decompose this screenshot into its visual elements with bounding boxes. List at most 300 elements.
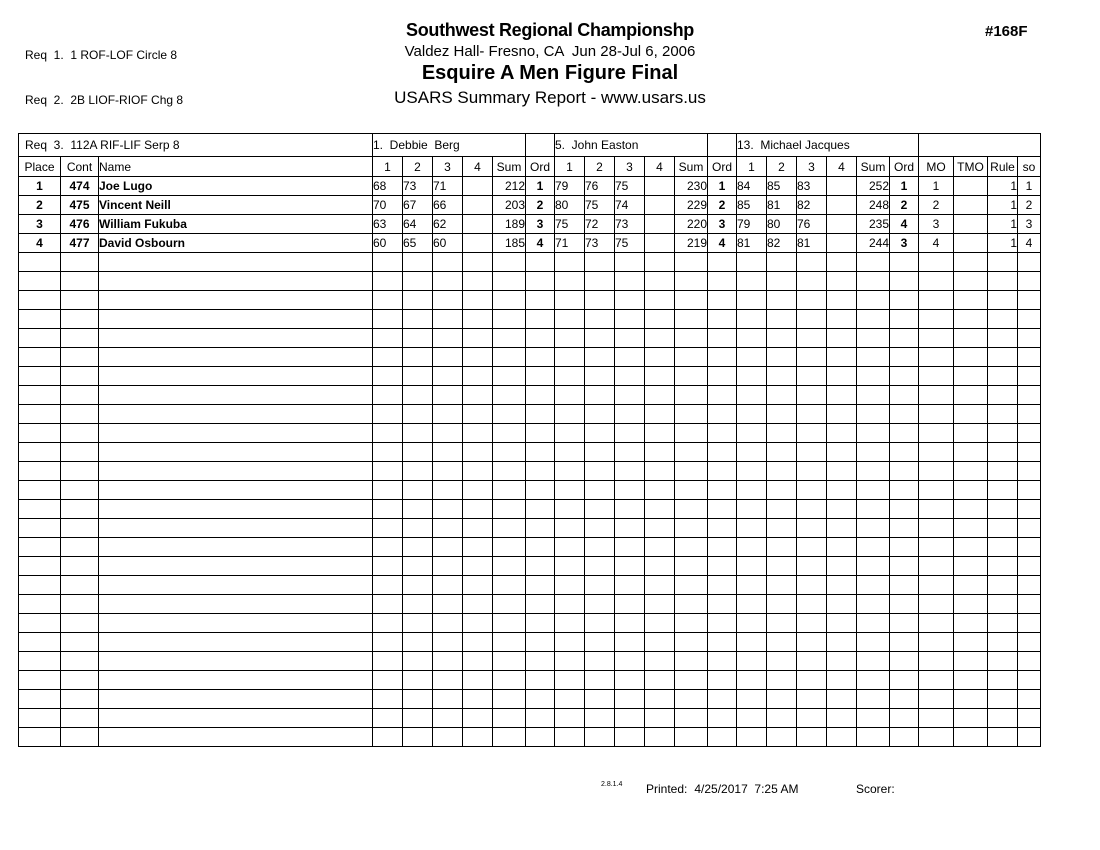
cont-cell — [61, 424, 99, 443]
mo-cell — [919, 576, 954, 595]
score-cell — [373, 443, 403, 462]
score-cell — [737, 671, 767, 690]
rule-cell — [988, 709, 1018, 728]
score-cell — [463, 253, 493, 272]
ord-cell — [890, 310, 919, 329]
mo-cell: 2 — [919, 196, 954, 215]
score-cell — [827, 405, 857, 424]
so-cell — [1018, 443, 1041, 462]
empty-row — [19, 386, 1041, 405]
score-cell — [585, 253, 615, 272]
ord-cell: 2 — [526, 196, 555, 215]
score-cell — [555, 405, 585, 424]
sum-cell — [675, 709, 708, 728]
score-cell — [463, 481, 493, 500]
sum-cell — [857, 291, 890, 310]
place-cell — [19, 709, 61, 728]
score-cell — [585, 557, 615, 576]
score-cell — [585, 481, 615, 500]
score-cell — [767, 652, 797, 671]
score-cell — [463, 709, 493, 728]
score-cell — [463, 671, 493, 690]
mo-cell: 3 — [919, 215, 954, 234]
score-cell — [463, 652, 493, 671]
name-cell: Vincent Neill — [99, 196, 373, 215]
cont-cell — [61, 253, 99, 272]
ord-cell — [708, 253, 737, 272]
score-cell — [585, 367, 615, 386]
score-cell — [463, 443, 493, 462]
tmo-cell — [954, 272, 988, 291]
name-cell — [99, 253, 373, 272]
score-cell: 81 — [737, 234, 767, 253]
score-cell — [585, 500, 615, 519]
score-cell — [645, 310, 675, 329]
score-cell — [555, 728, 585, 747]
score-cell — [403, 253, 433, 272]
score-cell — [433, 310, 463, 329]
score-cell — [645, 253, 675, 272]
score-cell — [463, 272, 493, 291]
place-cell — [19, 481, 61, 500]
sum-cell — [857, 671, 890, 690]
score-cell — [463, 576, 493, 595]
score-cell — [403, 500, 433, 519]
tmo-cell — [954, 519, 988, 538]
score-cell — [373, 386, 403, 405]
ord-cell — [890, 576, 919, 595]
place-cell — [19, 462, 61, 481]
mo-cell — [919, 690, 954, 709]
score-cell — [585, 272, 615, 291]
score-cell — [645, 424, 675, 443]
ord-cell — [526, 652, 555, 671]
sum-cell — [857, 519, 890, 538]
sum-cell — [493, 652, 526, 671]
score-cell — [433, 291, 463, 310]
rule-cell — [988, 329, 1018, 348]
score-cell — [645, 405, 675, 424]
score-cell — [555, 690, 585, 709]
col-header-rule: Rule — [988, 157, 1018, 177]
ord-cell — [526, 253, 555, 272]
score-cell — [433, 329, 463, 348]
score-cell — [403, 519, 433, 538]
score-cell — [827, 671, 857, 690]
score-cell — [585, 595, 615, 614]
ord-cell — [708, 405, 737, 424]
sum-cell — [675, 405, 708, 424]
empty-row — [19, 519, 1041, 538]
empty-row — [19, 652, 1041, 671]
sum-cell — [857, 538, 890, 557]
spacer-cell — [526, 134, 555, 157]
score-cell — [645, 633, 675, 652]
score-cell — [615, 709, 645, 728]
sum-cell — [857, 424, 890, 443]
score-cell — [827, 709, 857, 728]
tmo-cell — [954, 614, 988, 633]
score-cell — [585, 652, 615, 671]
place-cell — [19, 443, 61, 462]
col-header-score-2: 2 — [767, 157, 797, 177]
score-cell — [767, 291, 797, 310]
score-cell — [403, 367, 433, 386]
sum-cell — [493, 405, 526, 424]
sum-cell: 220 — [675, 215, 708, 234]
sum-cell — [493, 462, 526, 481]
name-cell — [99, 424, 373, 443]
cont-cell — [61, 481, 99, 500]
score-cell — [373, 595, 403, 614]
ord-cell — [526, 614, 555, 633]
score-cell — [797, 272, 827, 291]
score-cell — [737, 329, 767, 348]
score-cell — [373, 500, 403, 519]
score-cell — [797, 576, 827, 595]
judge-name-box: 13. Michael Jacques — [737, 134, 919, 157]
rule-cell — [988, 671, 1018, 690]
so-cell — [1018, 557, 1041, 576]
score-cell — [403, 462, 433, 481]
score-cell — [645, 443, 675, 462]
mo-cell — [919, 633, 954, 652]
requirement-line-3: Req 3. 112A RIF-LIF Serp 8 — [25, 138, 180, 152]
sum-cell — [675, 462, 708, 481]
tmo-cell — [954, 671, 988, 690]
score-cell: 83 — [797, 177, 827, 196]
rule-cell — [988, 652, 1018, 671]
cont-cell: 477 — [61, 234, 99, 253]
score-cell — [645, 671, 675, 690]
ord-cell: 3 — [526, 215, 555, 234]
score-cell: 72 — [585, 215, 615, 234]
score-cell — [827, 481, 857, 500]
ord-cell — [526, 329, 555, 348]
name-cell: William Fukuba — [99, 215, 373, 234]
score-cell — [615, 595, 645, 614]
place-cell — [19, 310, 61, 329]
empty-row — [19, 481, 1041, 500]
score-cell — [827, 234, 857, 253]
sum-cell — [493, 690, 526, 709]
ord-cell — [708, 652, 737, 671]
empty-row — [19, 405, 1041, 424]
score-cell: 80 — [555, 196, 585, 215]
ord-cell — [890, 538, 919, 557]
score-cell: 71 — [555, 234, 585, 253]
name-cell — [99, 671, 373, 690]
empty-row — [19, 728, 1041, 747]
score-cell — [585, 519, 615, 538]
tmo-cell — [954, 291, 988, 310]
tmo-cell — [954, 538, 988, 557]
cont-cell: 476 — [61, 215, 99, 234]
cont-cell — [61, 310, 99, 329]
column-header-row — [19, 157, 1041, 177]
score-cell — [615, 291, 645, 310]
cont-cell — [61, 443, 99, 462]
score-cell — [737, 538, 767, 557]
score-cell — [403, 728, 433, 747]
score-cell: 75 — [615, 234, 645, 253]
score-cell — [737, 424, 767, 443]
col-header-mo: MO — [919, 157, 954, 177]
empty-row — [19, 348, 1041, 367]
place-cell — [19, 329, 61, 348]
ord-cell: 3 — [890, 234, 919, 253]
score-cell: 65 — [403, 234, 433, 253]
requirement-line-1: Req 1. 1 ROF-LOF Circle 8 — [25, 48, 178, 62]
col-header-score-3: 3 — [797, 157, 827, 177]
sum-cell — [857, 633, 890, 652]
ord-cell — [526, 500, 555, 519]
score-cell — [373, 728, 403, 747]
tmo-cell — [954, 196, 988, 215]
cont-cell — [61, 462, 99, 481]
tmo-cell — [954, 709, 988, 728]
score-cell: 75 — [555, 215, 585, 234]
score-cell — [827, 386, 857, 405]
score-cell — [403, 405, 433, 424]
ord-cell — [708, 424, 737, 443]
score-cell — [615, 481, 645, 500]
sum-cell — [493, 633, 526, 652]
score-cell — [615, 272, 645, 291]
score-cell — [767, 709, 797, 728]
name-cell — [99, 614, 373, 633]
sum-cell — [493, 595, 526, 614]
name-cell — [99, 709, 373, 728]
score-cell: 79 — [555, 177, 585, 196]
summary-table — [18, 133, 1041, 747]
sum-cell — [857, 386, 890, 405]
cont-cell — [61, 386, 99, 405]
score-cell — [615, 652, 645, 671]
place-cell — [19, 348, 61, 367]
tmo-cell — [954, 424, 988, 443]
score-cell — [373, 614, 403, 633]
score-cell: 81 — [797, 234, 827, 253]
score-cell — [555, 443, 585, 462]
score-cell — [585, 405, 615, 424]
score-cell — [433, 519, 463, 538]
tmo-cell — [954, 690, 988, 709]
sum-cell — [493, 614, 526, 633]
score-cell — [403, 671, 433, 690]
score-cell — [615, 671, 645, 690]
so-cell — [1018, 386, 1041, 405]
mo-cell — [919, 348, 954, 367]
score-cell — [767, 329, 797, 348]
name-cell — [99, 481, 373, 500]
mo-cell — [919, 519, 954, 538]
score-cell — [373, 272, 403, 291]
score-cell — [433, 253, 463, 272]
score-cell — [373, 709, 403, 728]
ord-cell: 4 — [708, 234, 737, 253]
score-cell — [615, 386, 645, 405]
col-header-cont: Cont — [61, 157, 99, 177]
score-cell — [645, 348, 675, 367]
score-cell — [645, 500, 675, 519]
sum-cell — [675, 481, 708, 500]
empty-row — [19, 272, 1041, 291]
score-cell — [645, 595, 675, 614]
score-cell — [373, 576, 403, 595]
empty-row — [19, 557, 1041, 576]
printed-label: Printed: — [646, 782, 688, 796]
mo-cell — [919, 310, 954, 329]
score-cell — [373, 253, 403, 272]
ord-cell — [708, 462, 737, 481]
tmo-cell — [954, 652, 988, 671]
score-cell — [585, 538, 615, 557]
score-cell — [767, 253, 797, 272]
score-cell — [615, 405, 645, 424]
so-cell — [1018, 652, 1041, 671]
tmo-cell — [954, 329, 988, 348]
score-cell — [737, 386, 767, 405]
ord-cell — [708, 348, 737, 367]
ord-cell — [890, 481, 919, 500]
score-cell — [797, 329, 827, 348]
sum-cell — [675, 614, 708, 633]
score-cell — [645, 519, 675, 538]
place-cell: 1 — [19, 177, 61, 196]
score-cell — [463, 690, 493, 709]
score-cell — [827, 272, 857, 291]
col-header-score-4: 4 — [463, 157, 493, 177]
score-cell: 71 — [433, 177, 463, 196]
rule-cell — [988, 386, 1018, 405]
mo-cell — [919, 291, 954, 310]
ord-cell: 4 — [890, 215, 919, 234]
score-cell — [555, 671, 585, 690]
mo-cell — [919, 652, 954, 671]
sum-cell — [675, 671, 708, 690]
place-cell — [19, 595, 61, 614]
score-cell — [585, 291, 615, 310]
ord-cell — [526, 272, 555, 291]
so-cell — [1018, 348, 1041, 367]
score-cell — [797, 595, 827, 614]
sum-cell — [675, 291, 708, 310]
tmo-cell — [954, 234, 988, 253]
score-cell — [433, 500, 463, 519]
score-cell — [403, 576, 433, 595]
col-header-so: so — [1018, 157, 1041, 177]
cont-cell — [61, 329, 99, 348]
score-cell — [585, 614, 615, 633]
requirement-line-2: Req 2. 2B LIOF-RIOF Chg 8 — [25, 93, 184, 107]
place-cell — [19, 272, 61, 291]
score-cell — [797, 462, 827, 481]
empty-row — [19, 538, 1041, 557]
score-cell — [463, 405, 493, 424]
mo-cell — [919, 709, 954, 728]
score-cell — [555, 614, 585, 633]
tmo-cell — [954, 253, 988, 272]
score-cell — [767, 272, 797, 291]
cont-cell — [61, 538, 99, 557]
name-cell — [99, 576, 373, 595]
printed-info — [646, 782, 798, 796]
score-cell — [767, 424, 797, 443]
score-cell: 84 — [737, 177, 767, 196]
tmo-cell — [954, 462, 988, 481]
cont-cell — [61, 728, 99, 747]
name-cell — [99, 652, 373, 671]
so-cell — [1018, 614, 1041, 633]
rule-cell — [988, 348, 1018, 367]
ord-cell — [708, 633, 737, 652]
score-cell — [433, 633, 463, 652]
rule-cell — [988, 690, 1018, 709]
score-cell: 85 — [737, 196, 767, 215]
rule-cell — [988, 557, 1018, 576]
sum-cell: 185 — [493, 234, 526, 253]
score-cell — [797, 633, 827, 652]
sum-cell — [493, 310, 526, 329]
score-cell — [645, 538, 675, 557]
score-cell — [827, 424, 857, 443]
empty-row — [19, 424, 1041, 443]
score-cell — [403, 348, 433, 367]
ord-cell — [526, 709, 555, 728]
score-cell — [827, 500, 857, 519]
score-cell — [767, 481, 797, 500]
score-cell — [585, 329, 615, 348]
score-cell — [403, 595, 433, 614]
tmo-cell — [954, 576, 988, 595]
so-cell — [1018, 462, 1041, 481]
score-cell — [797, 424, 827, 443]
so-cell — [1018, 481, 1041, 500]
so-cell — [1018, 633, 1041, 652]
name-cell — [99, 633, 373, 652]
score-cell — [615, 329, 645, 348]
score-cell — [827, 557, 857, 576]
score-cell — [797, 538, 827, 557]
score-cell — [797, 348, 827, 367]
name-cell — [99, 367, 373, 386]
score-cell — [615, 424, 645, 443]
score-cell — [645, 576, 675, 595]
sum-cell — [493, 519, 526, 538]
score-cell — [645, 728, 675, 747]
ord-cell — [708, 595, 737, 614]
cont-cell — [61, 500, 99, 519]
mo-cell — [919, 367, 954, 386]
score-cell — [463, 215, 493, 234]
sum-cell — [857, 728, 890, 747]
score-cell — [767, 462, 797, 481]
score-cell — [463, 728, 493, 747]
score-cell — [737, 690, 767, 709]
score-cell — [737, 576, 767, 595]
sum-cell — [857, 595, 890, 614]
empty-row — [19, 500, 1041, 519]
place-cell — [19, 253, 61, 272]
score-cell — [433, 595, 463, 614]
score-cell — [827, 595, 857, 614]
score-cell — [555, 481, 585, 500]
sum-cell — [675, 652, 708, 671]
rule-cell — [988, 405, 1018, 424]
col-header-score-1: 1 — [555, 157, 585, 177]
col-header-ord: Ord — [890, 157, 919, 177]
